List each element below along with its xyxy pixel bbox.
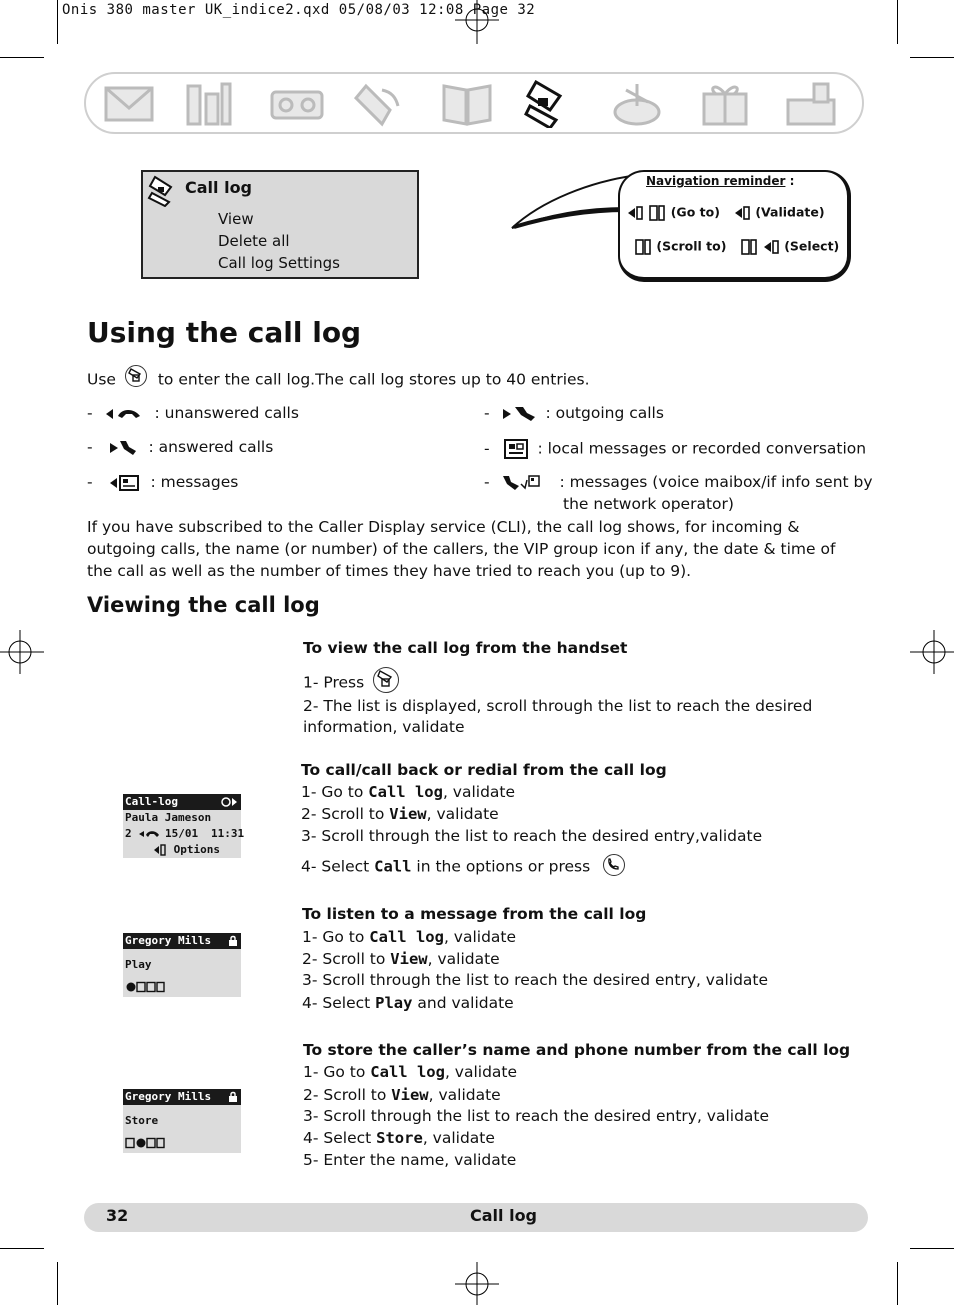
screen-label: Call log (369, 928, 444, 946)
message-icon (108, 474, 140, 492)
legend-label: : unanswered calls (154, 404, 299, 422)
call-title: To call/call back or redial from the call log (301, 761, 667, 779)
store-step3: 3- Scroll through the list to reach the desired entry, validate (303, 1107, 770, 1125)
intro-before: Use (87, 370, 116, 389)
up-down-key-icon (648, 204, 666, 222)
tools-icon[interactable] (182, 80, 236, 128)
screen-label: Call (374, 857, 412, 876)
step-text: , validate (442, 783, 516, 801)
crop-mark (910, 1248, 954, 1249)
lcd-count: 2 (125, 827, 132, 840)
step-text: 2- Scroll to (302, 950, 391, 968)
step-text: 4- Select (301, 857, 375, 876)
crop-mark (897, 1262, 898, 1305)
screen-label: Call log (370, 1063, 445, 1081)
legend-messages (87, 473, 238, 492)
legend-label: : answered calls (148, 438, 274, 456)
step-text: , validate (422, 1129, 495, 1147)
legend-dash: - (87, 473, 93, 491)
listen-step3: 3- Scroll through the list to reach the desired entry, validate (302, 971, 769, 989)
step-text: 1- Go to (302, 928, 370, 946)
lcd-play-option: Play (125, 958, 152, 971)
lcd-header: Call-log (125, 795, 178, 808)
call-step4 (301, 856, 625, 878)
call-step1 (301, 783, 515, 801)
right-key-icon (733, 204, 751, 222)
intro-line (87, 369, 590, 391)
step-text: 2- Scroll to (301, 805, 390, 823)
legend-voicemail (484, 473, 873, 492)
step-text: , validate (443, 928, 517, 946)
page-title: Using the call log (87, 316, 362, 349)
listen-step2 (302, 950, 500, 968)
lcd-name: Paula Jameson (125, 811, 212, 824)
call-step2 (301, 805, 499, 823)
step-text: 2- Scroll to (303, 1086, 392, 1104)
store-step1 (303, 1063, 517, 1081)
page-footer (84, 1203, 868, 1232)
call-log-menu (141, 170, 419, 279)
legend-unanswered (87, 404, 299, 422)
screen-label: Store (376, 1129, 423, 1147)
legend-label: : local messages or recorded conversation (537, 439, 867, 458)
crop-mark (897, 0, 898, 44)
envelope-icon[interactable] (102, 80, 156, 128)
local-message-icon (503, 438, 529, 460)
lcd-header: Gregory Mills (125, 934, 212, 947)
step-text: , validate (426, 805, 499, 823)
screen-label: View (390, 950, 428, 968)
phone-book-icon[interactable] (352, 80, 406, 128)
listen-step4 (302, 994, 514, 1012)
gift-icon[interactable] (698, 80, 752, 128)
call-log-menu-icon (147, 175, 177, 207)
lcd-date: 15/01 (165, 827, 199, 840)
call-log-key-icon (125, 365, 147, 387)
menu-item-call-log-settings[interactable]: Call log Settings (218, 254, 340, 272)
view-step2-cont: information, validate (303, 718, 465, 736)
registration-mark (455, 0, 499, 44)
message-progress-icon (125, 1137, 165, 1149)
nav-scroll-to: (Scroll to) (656, 238, 727, 254)
print-slug: Onis 380 master UK_indice2.qxd 05/08/03 12:08 Page 32 (62, 2, 536, 18)
crop-mark (0, 57, 44, 58)
right-key-icon (626, 204, 644, 222)
lcd-header: Gregory Mills (125, 1090, 212, 1103)
nav-title-suffix: : (785, 174, 795, 188)
radio-icon[interactable] (270, 80, 324, 128)
page-number: 32 (106, 1206, 129, 1225)
legend-dash: - (484, 473, 490, 491)
legend-label: : messages (voice maibox/if info sent by (559, 473, 873, 491)
legend-local-messages (484, 438, 866, 460)
legend-outgoing (484, 404, 664, 423)
lcd-time: 11:31 (211, 827, 245, 840)
legend-voicemail-line2: the network operator) (563, 495, 734, 513)
step-text: and validate (412, 994, 514, 1012)
store-step4 (303, 1129, 495, 1147)
registration-mark (0, 630, 44, 674)
legend-label: : outgoing calls (545, 404, 664, 422)
vip-icon (221, 796, 239, 808)
step-text: , validate (428, 1086, 501, 1104)
legend-dash: - (87, 404, 93, 422)
registration-mark (910, 630, 954, 674)
navigation-reminder (618, 170, 851, 282)
store-title: To store the caller’s name and phone number from the call log (303, 1041, 851, 1059)
step-text: , validate (444, 1063, 518, 1081)
clock-icon[interactable] (610, 80, 664, 128)
menu-icon-bar (84, 72, 864, 134)
step-text: 1- Go to (303, 1063, 371, 1081)
view-title: To view the call log from the handset (303, 639, 628, 657)
unanswered-call-icon (138, 829, 160, 839)
nav-select: (Select) (784, 238, 840, 254)
lcd-options: Options (173, 843, 220, 856)
menu-item-delete-all[interactable]: Delete all (218, 232, 290, 250)
screen-label: View (391, 1086, 429, 1104)
step-text: 4- Select (303, 1129, 377, 1147)
call-log-key-icon (373, 667, 399, 693)
lock-icon (228, 935, 238, 947)
legend-dash: - (484, 439, 490, 458)
store-step5: 5- Enter the name, validate (303, 1151, 517, 1169)
menu-title: Call log (185, 178, 253, 197)
message-progress-icon (125, 981, 165, 993)
legend-answered (87, 438, 273, 457)
up-down-key-icon (634, 238, 652, 256)
nav-go-to: (Go to) (670, 204, 720, 220)
right-key-icon (153, 844, 167, 856)
step-text: , validate (427, 950, 500, 968)
view-step1 (303, 670, 399, 696)
lcd-store-option: Store (125, 1114, 159, 1127)
crop-mark (57, 0, 58, 44)
nav-validate: (Validate) (755, 204, 825, 220)
crop-mark (910, 57, 954, 58)
lcd-play-screen (123, 933, 241, 997)
legend-label: : messages (150, 473, 239, 491)
up-down-key-icon (740, 238, 758, 256)
screen-label: Play (375, 994, 413, 1012)
menu-item-view[interactable]: View (218, 210, 254, 228)
call-step3: 3- Scroll through the list to reach the desired entry,validate (301, 827, 763, 845)
cli-paragraph: If you have subscribed to the Caller Display service (CLI), the call log shows, for incoming & outgoing calls, the name (or number) of the callers, the VIP group icon if any, the date & time of the call as well as the number of times they have tried to reach you (up to 9). (87, 518, 836, 580)
legend-dash: - (484, 404, 490, 422)
section-heading: Viewing the call log (87, 593, 320, 617)
step-text: 1- Go to (301, 783, 369, 801)
base-station-icon[interactable] (784, 80, 838, 128)
registration-mark (455, 1262, 499, 1305)
crop-mark (57, 1262, 58, 1305)
screen-label: Call log (368, 783, 443, 801)
footer-section-title: Call log (470, 1206, 538, 1225)
listen-step1 (302, 928, 516, 946)
nav-title: Navigation reminder (646, 174, 786, 188)
view-step2: 2- The list is displayed, scroll through the list to reach the desired (303, 697, 813, 715)
call-log-icon[interactable] (520, 80, 574, 128)
unanswered-call-icon (104, 406, 144, 422)
lock-icon (228, 1091, 238, 1103)
legend-dash: - (87, 438, 93, 456)
answered-call-icon (108, 439, 138, 457)
step-text: in the options or press (411, 857, 591, 876)
view-step1-text: 1- Press (303, 673, 365, 692)
step-text: 4- Select (302, 994, 376, 1012)
crop-mark (0, 1248, 44, 1249)
store-step2 (303, 1086, 501, 1104)
call-key-icon (603, 854, 625, 876)
outgoing-call-icon (501, 405, 537, 423)
screen-label: View (389, 805, 427, 823)
book-icon[interactable] (440, 80, 494, 128)
listen-title: To listen to a message from the call log (302, 905, 647, 923)
right-key-icon (762, 238, 780, 256)
lcd-store-screen (123, 1089, 241, 1153)
lcd-call-log-screen (123, 794, 245, 858)
voicemail-icon (501, 474, 541, 492)
intro-after: to enter the call log.The call log stores up to 40 entries. (157, 370, 590, 389)
